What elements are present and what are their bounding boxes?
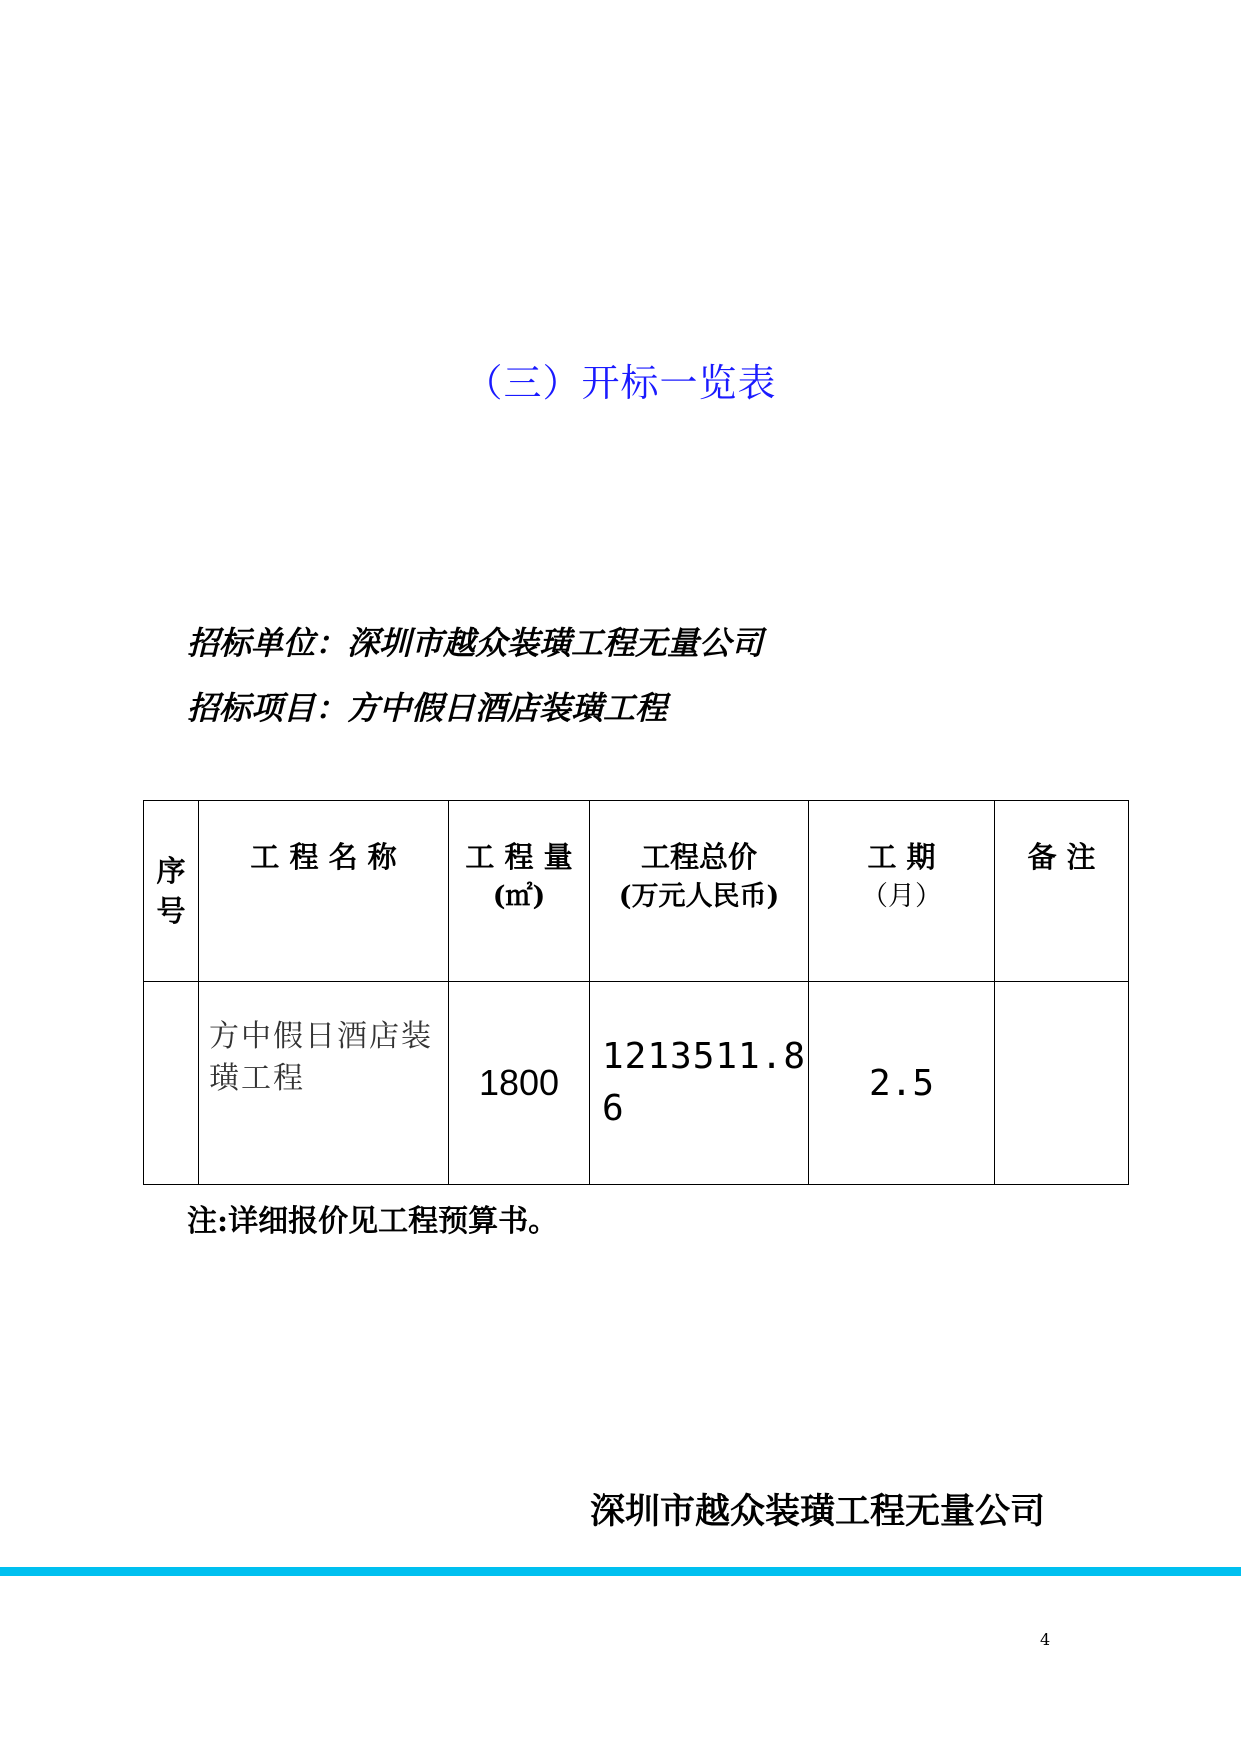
table-row <box>144 982 1129 1185</box>
cell-index <box>144 982 199 1185</box>
cell-quantity: 1800 <box>449 982 590 1185</box>
header-price-unit: (万元人民币) <box>618 881 780 912</box>
header-name <box>199 801 449 982</box>
cell-remarks <box>995 982 1129 1185</box>
tender-project: 招标项目：方中假日酒店装璜工程 <box>187 689 668 727</box>
cell-project-name: 方中假日酒店装璜工程 <box>199 982 449 1185</box>
cell-period: 2.5 <box>809 982 995 1185</box>
header-period <box>809 801 995 982</box>
company-signature: 深圳市越众装璜工程无量公司 <box>590 1491 1046 1532</box>
header-period-unit: （月） <box>861 881 942 912</box>
header-quantity-unit: (㎡) <box>492 881 546 912</box>
footer-divider <box>0 1567 1241 1576</box>
header-price-label: 工程总价 <box>640 840 757 874</box>
page-number: 4 <box>1040 1630 1051 1649</box>
tender-unit: 招标单位：深圳市越众装璜工程无量公司 <box>187 624 764 662</box>
header-remarks <box>995 801 1129 982</box>
header-quantity <box>449 801 590 982</box>
header-quantity-label: 工 程 量 <box>465 840 573 874</box>
footnote: 注:详细报价见工程预算书。 <box>187 1204 559 1239</box>
header-price <box>590 801 809 982</box>
header-index: 序号 <box>144 801 199 982</box>
document-title: （三）开标一览表 <box>464 361 777 405</box>
cell-total-price: 1213511.86 <box>590 982 809 1185</box>
header-remarks-label: 备 注 <box>1027 840 1096 874</box>
bid-summary-table <box>143 800 1129 1185</box>
table-header-row <box>144 801 1129 982</box>
header-name-label: 工 程 名 称 <box>250 840 397 874</box>
header-period-label: 工 期 <box>867 840 936 874</box>
